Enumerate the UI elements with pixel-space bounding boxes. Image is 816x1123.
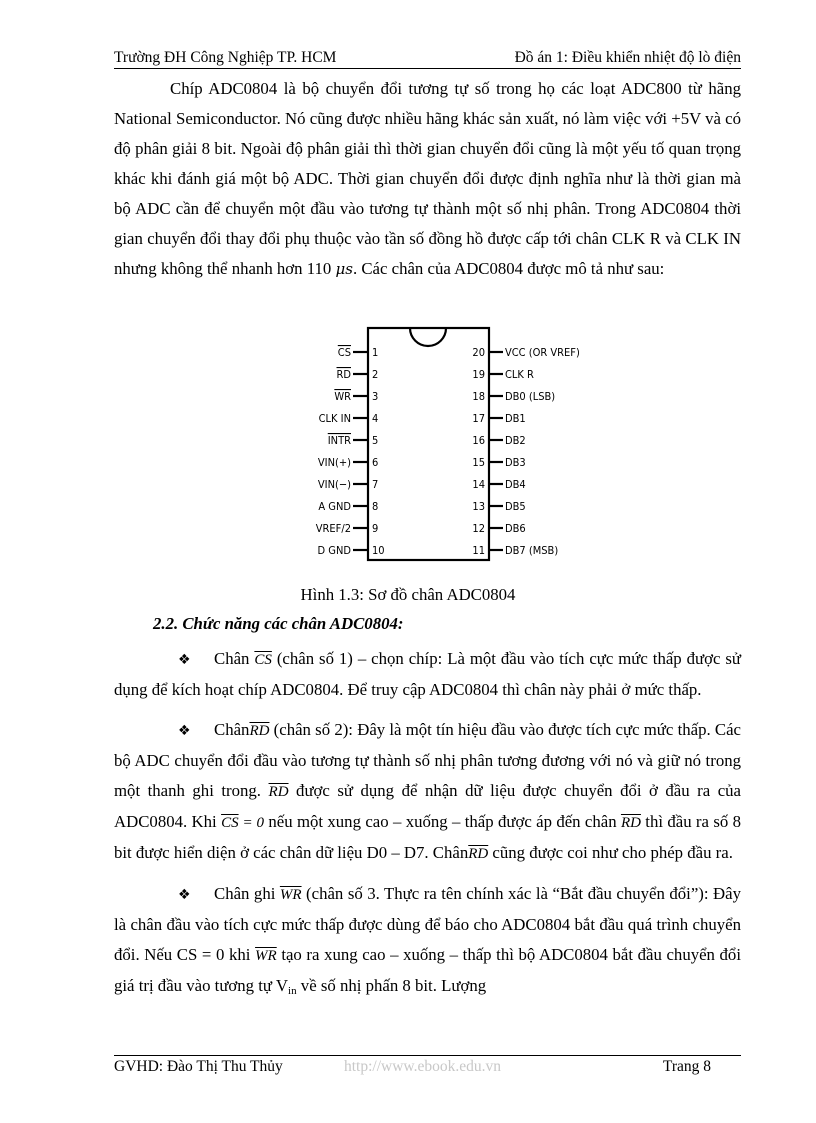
pin-label: VCC (OR VREF) [505, 346, 580, 359]
wr-symbol: $\overline{WR}$ [255, 948, 277, 964]
chip-notch [410, 328, 446, 346]
rd-symbol: $\overline{RD}$ [468, 846, 489, 862]
bullet-rd-pre: Chân [214, 720, 250, 739]
diamond-bullet-icon: ❖ [178, 887, 191, 903]
diamond-bullet-icon: ❖ [178, 652, 191, 668]
pin-label: DB4 [505, 478, 526, 491]
footer-page-number: Trang 8 [662, 1058, 711, 1075]
cs-symbol: $\overline{CS}$ [221, 815, 239, 831]
pin-number: 18 [472, 390, 485, 403]
pin-number: 11 [472, 544, 485, 557]
rd-symbol: $\overline{RD}$ [620, 815, 641, 831]
pin-label: VIN(+) [317, 456, 351, 469]
pin-label: DB7 (MSB) [505, 544, 559, 557]
pin-label: CLK R [505, 368, 534, 381]
bullet-wr-text1: (chân số 3. Thực ra tên chính xác là “Bắt đầu chuyển đổi”): Đây là chân đầu vào tích cực mức thấp được dùng để báo cho ADC0804 bắt đầu quá trình chuyển đổi. Nếu CS = 0 khi [114, 884, 741, 964]
pin-label: VIN(−) [317, 478, 351, 491]
pin-number: 1 [372, 346, 379, 359]
figure-caption: Hình 1.3: Sơ đồ chân ADC0804 [300, 585, 516, 604]
header-project-title: Đồ án 1: Điều khiển nhiệt độ lò điện [514, 49, 741, 66]
pin-label: WR [334, 390, 351, 403]
pin-number: 9 [372, 522, 379, 535]
vin-subscript: in [288, 985, 297, 997]
pin-number: 16 [472, 434, 485, 447]
cs-symbol: $\overline{CS}$ [254, 652, 272, 668]
cs-equation: = 0 [238, 815, 265, 831]
diamond-bullet-icon: ❖ [178, 723, 191, 739]
pinout-svg [303, 322, 593, 562]
footer-watermark-url: http://www.ebook.edu.vn [344, 1058, 501, 1075]
pin-label: DB5 [505, 500, 526, 513]
pin-number: 4 [372, 412, 379, 425]
bullet-rd [114, 715, 741, 869]
pin-number: 8 [372, 500, 379, 513]
pin-number: 15 [472, 456, 485, 469]
pin-label: D GND [317, 544, 351, 557]
bullet-rd-text4: thì đầu ra số 8 bit được hiển diện ở các chân dữ liệu D0 – D7. Chân [114, 812, 741, 862]
pin-number: 19 [472, 368, 485, 381]
pin-number: 3 [372, 390, 379, 403]
adc0804-pinout-diagram [303, 322, 593, 562]
pin-label: INTR [327, 434, 351, 447]
pin-number: 14 [472, 478, 485, 491]
bullet-wr [114, 879, 741, 1006]
header-divider [114, 68, 741, 69]
bullet-cs [114, 644, 741, 705]
pin-number: 6 [372, 456, 379, 469]
pin-label: CLK IN [318, 412, 351, 425]
pin-number: 5 [372, 434, 379, 447]
pin-label: CS [337, 346, 351, 359]
pin-label: DB3 [505, 456, 526, 469]
footer-divider [114, 1055, 741, 1056]
pin-number: 13 [472, 500, 485, 513]
page-footer [114, 1058, 741, 1078]
bullet-rd-text5: cũng được coi như cho phép đầu ra. [488, 843, 733, 862]
bullet-wr-text2: tạo ra xung cao – xuống – thấp thì bộ ADC0804 bắt đầu chuyển đổi giá trị đầu vào tương tự V [114, 945, 741, 995]
chip-body [368, 328, 489, 560]
intro-unit: μs [335, 260, 353, 278]
bullet-cs-text: (chân số 1) – chọn chíp: Là một đầu vào tích cực mức thấp được sử dụng để kích hoạt chíp ADC0804. Để truy cập ADC0804 thì chân này phải ở mức thấp. [114, 649, 742, 699]
bullet-rd-text2: được sử dụng để nhận dữ liệu được chuyển đổi ở đầu ra của ADC0804. Khi [114, 781, 742, 831]
pin-label: DB2 [505, 434, 526, 447]
pin-number: 17 [472, 412, 485, 425]
pin-label: DB0 (LSB) [505, 390, 556, 403]
section-title: 2.2. Chức năng các chân ADC0804: [153, 614, 404, 633]
pin-label: RD [336, 368, 351, 381]
intro-paragraph [114, 74, 741, 284]
header-school: Trường ĐH Công Nghiệp TP. HCM [114, 49, 337, 66]
bullet-rd-text1: (chân số 2): Đây là một tín hiệu đầu vào được tích cực mức thấp. Các bộ ADC chuyển đổi đầu vào tương tự thành số nhị phân tương đương với nó và giữ nó trong một thanh ghi trong. [114, 720, 741, 800]
pin-label: DB6 [505, 522, 526, 535]
pin-number: 12 [472, 522, 485, 535]
pin-number: 7 [372, 478, 379, 491]
rd-symbol: $\overline{RD}$ [249, 723, 270, 739]
page-header [114, 49, 741, 69]
footer-advisor: GVHD: Đào Thị Thu Thủy [114, 1058, 283, 1075]
bullet-rd-text3: nếu một xung cao – xuống – thấp được áp đến chân [264, 812, 621, 831]
pin-label: A GND [318, 500, 351, 513]
intro-text-part1: Chíp ADC0804 là bộ chuyển đổi tương tự số trong họ các loạt ADC800 từ hãng National Semiconductor. Nó cũng được nhiều hãng khác sản xuất, nó làm việc với +5V và có độ phân giải 8 bit. Ngoài độ phân giải thì thời gian chuyển đổi cũng là một yếu tố quan trọng khác khi đánh giá một bộ ADC. Thời gian chuyển đổi được định nghĩa như là thời gian mà bộ ADC cần để chuyển một đầu vào tương tự thành một số nhị phân. Trong ADC0804 thời gian chuyển đổi thay đổi phụ thuộc vào tần số đồng hồ được cấp tới chân CLK R và CLK IN nhưng không thể nhanh hơn 110 [114, 79, 741, 278]
rd-symbol: $\overline{RD}$ [268, 784, 289, 800]
pin-number: 10 [372, 544, 385, 557]
bullet-wr-text3: về số nhị phấn 8 bit. Lượng [296, 976, 487, 995]
intro-text-part2: . Các chân của ADC0804 được mô tả như sau: [352, 259, 665, 278]
pin-number: 20 [472, 346, 485, 359]
wr-symbol: $\overline{WR}$ [279, 887, 302, 903]
bullet-cs-pre: Chân [214, 649, 255, 668]
pin-label: VREF/2 [315, 522, 351, 535]
pin-function-list [114, 644, 741, 1016]
pin-label: DB1 [505, 412, 526, 425]
pin-number: 2 [372, 368, 379, 381]
bullet-wr-pre: Chân ghi [214, 884, 280, 903]
